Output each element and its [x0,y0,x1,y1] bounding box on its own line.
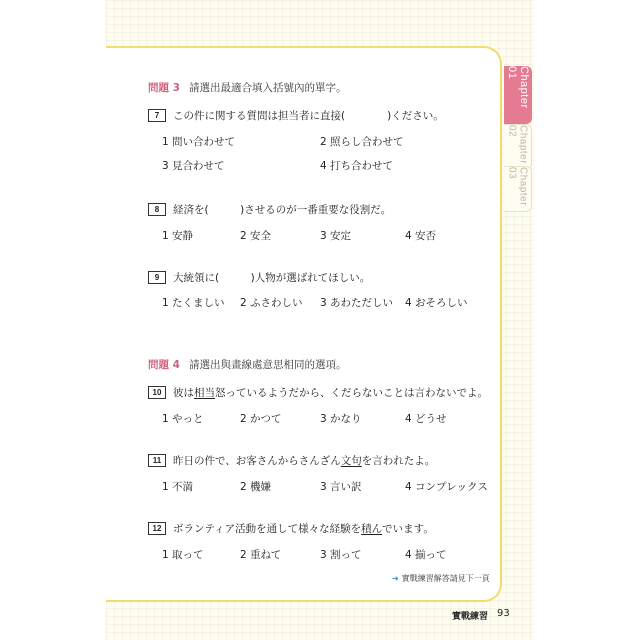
answer-note-text: 實戰練習解答請見下一頁 [401,574,490,583]
option-q10-3[interactable]: 3 かなり [320,413,362,425]
option-q8-2[interactable]: 2 安全 [240,230,272,242]
option-q9-3[interactable]: 3 あわただしい [320,297,394,309]
option-q12-3[interactable]: 3 割って [320,549,362,561]
option-q7-2[interactable]: 2 照らし合わせて [320,136,404,148]
question-number-box: 12 [148,522,166,535]
question-number-box: 7 [148,109,166,122]
question-text-pre: ボランティア活動を通して様々な経験を [173,523,362,535]
section-3-heading [148,80,346,95]
option-q9-2[interactable]: 2 ふさわしい [240,297,303,309]
question-text-pre: 彼は [173,387,194,399]
question-number-box: 8 [148,203,166,216]
underlined-word: 文句 [340,455,362,467]
content-panel [106,46,502,602]
tab-chapter-02[interactable]: Chapter 02 [504,124,532,170]
option-q10-2[interactable]: 2 かつて [240,413,282,425]
page-section-label: 實戰練習 [452,612,489,622]
option-q8-3[interactable]: 3 安定 [320,230,352,242]
option-q11-1[interactable]: 1 不満 [162,481,194,493]
answer-note[interactable] [392,573,490,584]
question-text: 大統領に( )人物が選ばれてほしい。 [173,272,371,284]
section-3-instruction: 請選出最適合填入括號內的單字。 [188,82,347,94]
question-text-post: 怒っているようだから、くだらないことは言わないでよ。 [215,387,488,399]
option-q12-4[interactable]: 4 揃って [405,549,447,561]
option-q10-4[interactable]: 4 どうせ [405,413,447,425]
option-q8-1[interactable]: 1 安静 [162,230,194,242]
option-q11-3[interactable]: 3 言い訳 [320,481,362,493]
underlined-word: 相当 [194,387,215,399]
question-11 [148,453,435,468]
question-10 [148,385,488,400]
question-8 [148,202,391,217]
question-number-box: 11 [148,454,166,467]
question-7 [148,108,444,123]
option-q12-1[interactable]: 1 取って [162,549,204,561]
option-q8-4[interactable]: 4 安否 [405,230,437,242]
question-number-box: 9 [148,271,166,284]
option-q11-2[interactable]: 2 機嫌 [240,481,272,493]
question-text: この件に関する質問は担当者に直接( )ください。 [173,110,444,122]
question-text-pre: 昨日の件で、お客さんからさんざん [173,455,341,467]
option-q7-4[interactable]: 4 打ち合わせて [320,160,394,172]
section-4-heading [148,357,346,372]
page-number: 93 [497,608,510,619]
question-text-post: でいます。 [382,523,434,535]
section-3-label: 問題 3 [148,82,180,94]
option-q10-1[interactable]: 1 やっと [162,413,204,425]
option-q7-3[interactable]: 3 見合わせて [162,160,225,172]
question-text: 経済を( )させるのが一番重要な役割だ。 [173,204,392,216]
tab-chapter-01[interactable]: Chapter 01 [504,66,532,124]
section-4-label: 問題 4 [148,359,180,371]
option-q12-2[interactable]: 2 重ねて [240,549,282,561]
section-4-instruction: 請選出與畫線處意思相同的選項。 [188,359,347,371]
underlined-word: 積ん [361,523,383,535]
tab-chapter-03[interactable]: Chapter 03 [504,166,532,212]
option-q7-1[interactable]: 1 問い合わせて [162,136,236,148]
option-q9-1[interactable]: 1 たくましい [162,297,225,309]
option-q9-4[interactable]: 4 おそろしい [405,297,468,309]
question-9 [148,270,370,285]
question-12 [148,521,434,536]
arrow-right-icon: ➜ [392,574,399,583]
question-number-box: 10 [148,386,166,399]
question-text-post: を言われたよ。 [361,455,436,467]
option-q11-4[interactable]: 4 コンプレックス [405,481,488,493]
